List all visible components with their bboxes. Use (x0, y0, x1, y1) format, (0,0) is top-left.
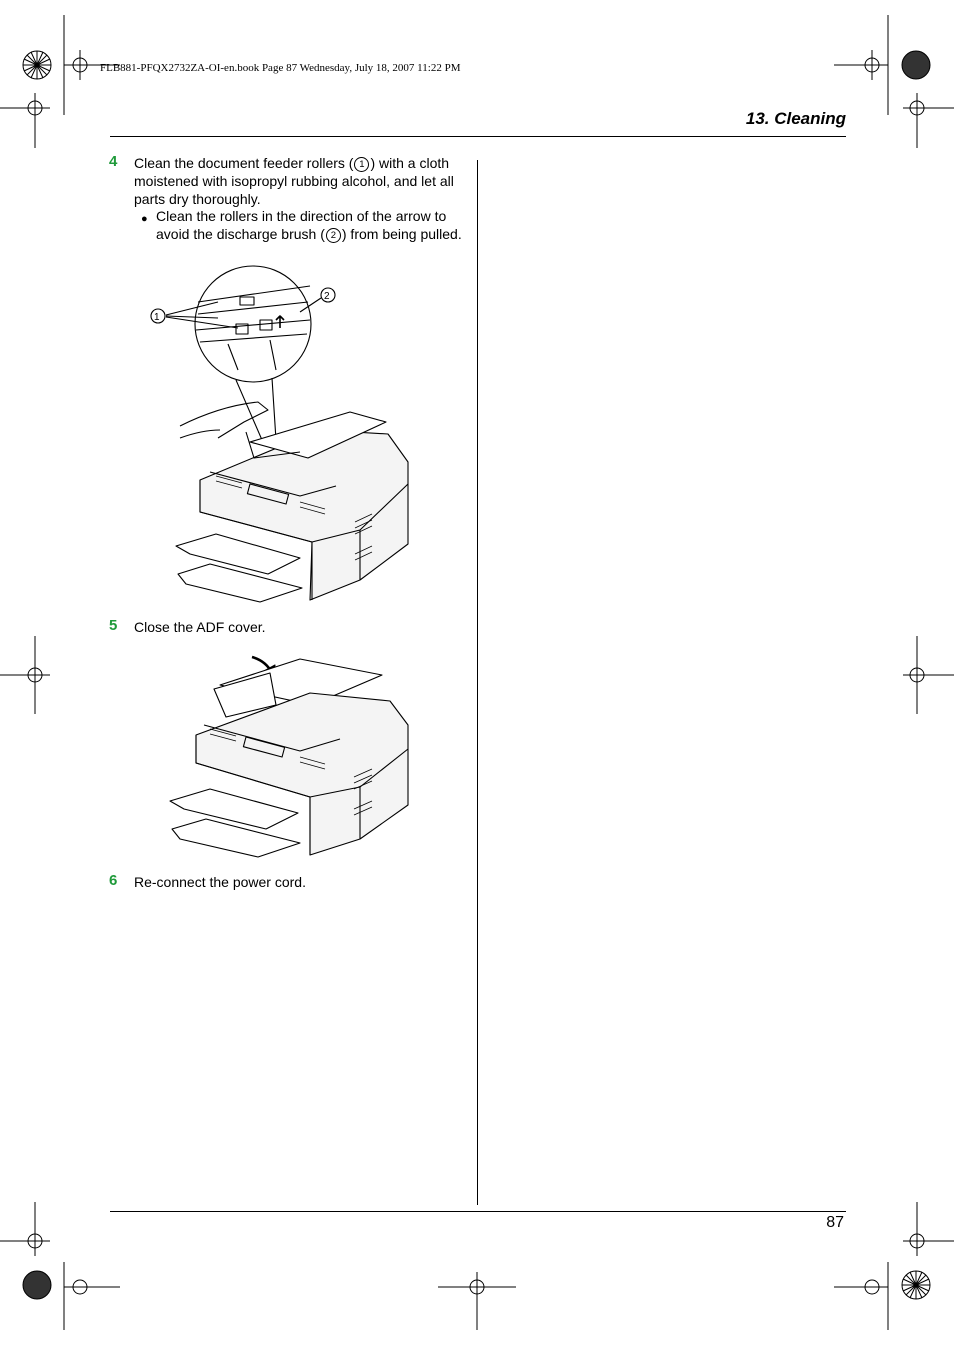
callout-1: 1 (154, 312, 160, 323)
bullet-text-b: ) from being pulled. (341, 226, 462, 242)
footer-rule (110, 1211, 846, 1212)
print-header: FLB881-PFQX2732ZA-OI-en.book Page 87 Wednesday, July 18, 2007 11:22 PM (100, 62, 461, 74)
step-4-text-a: Clean the document feeder rollers ( (134, 155, 354, 171)
header-rule (110, 136, 846, 137)
callout-2: 2 (324, 291, 330, 302)
bullet-icon: ● (141, 213, 148, 225)
step-6-text: Re-connect the power cord. (134, 874, 306, 890)
step-4-number: 4 (109, 153, 118, 170)
page-number: 87 (826, 1214, 844, 1231)
step-4-bullet (141, 207, 471, 243)
column-divider (477, 160, 478, 1205)
cleaning-rollers-illustration (150, 262, 430, 607)
step-6-number: 6 (109, 872, 118, 889)
brush-marker: 2 (326, 228, 341, 243)
step-5-number: 5 (109, 617, 118, 634)
step-4-text (134, 154, 469, 208)
step-4-text-b: ) with a cloth moistened with isopropyl rubbing alcohol, and let all parts dry thoroughly. (134, 155, 454, 207)
close-adf-cover-illustration (160, 645, 420, 860)
roller-marker: 1 (354, 157, 369, 172)
bullet-text-a: Clean the rollers in the direction of the arrow to avoid the discharge brush ( (156, 208, 447, 242)
step-5-text: Close the ADF cover. (134, 619, 266, 635)
section-title: 13. Cleaning (745, 109, 846, 128)
